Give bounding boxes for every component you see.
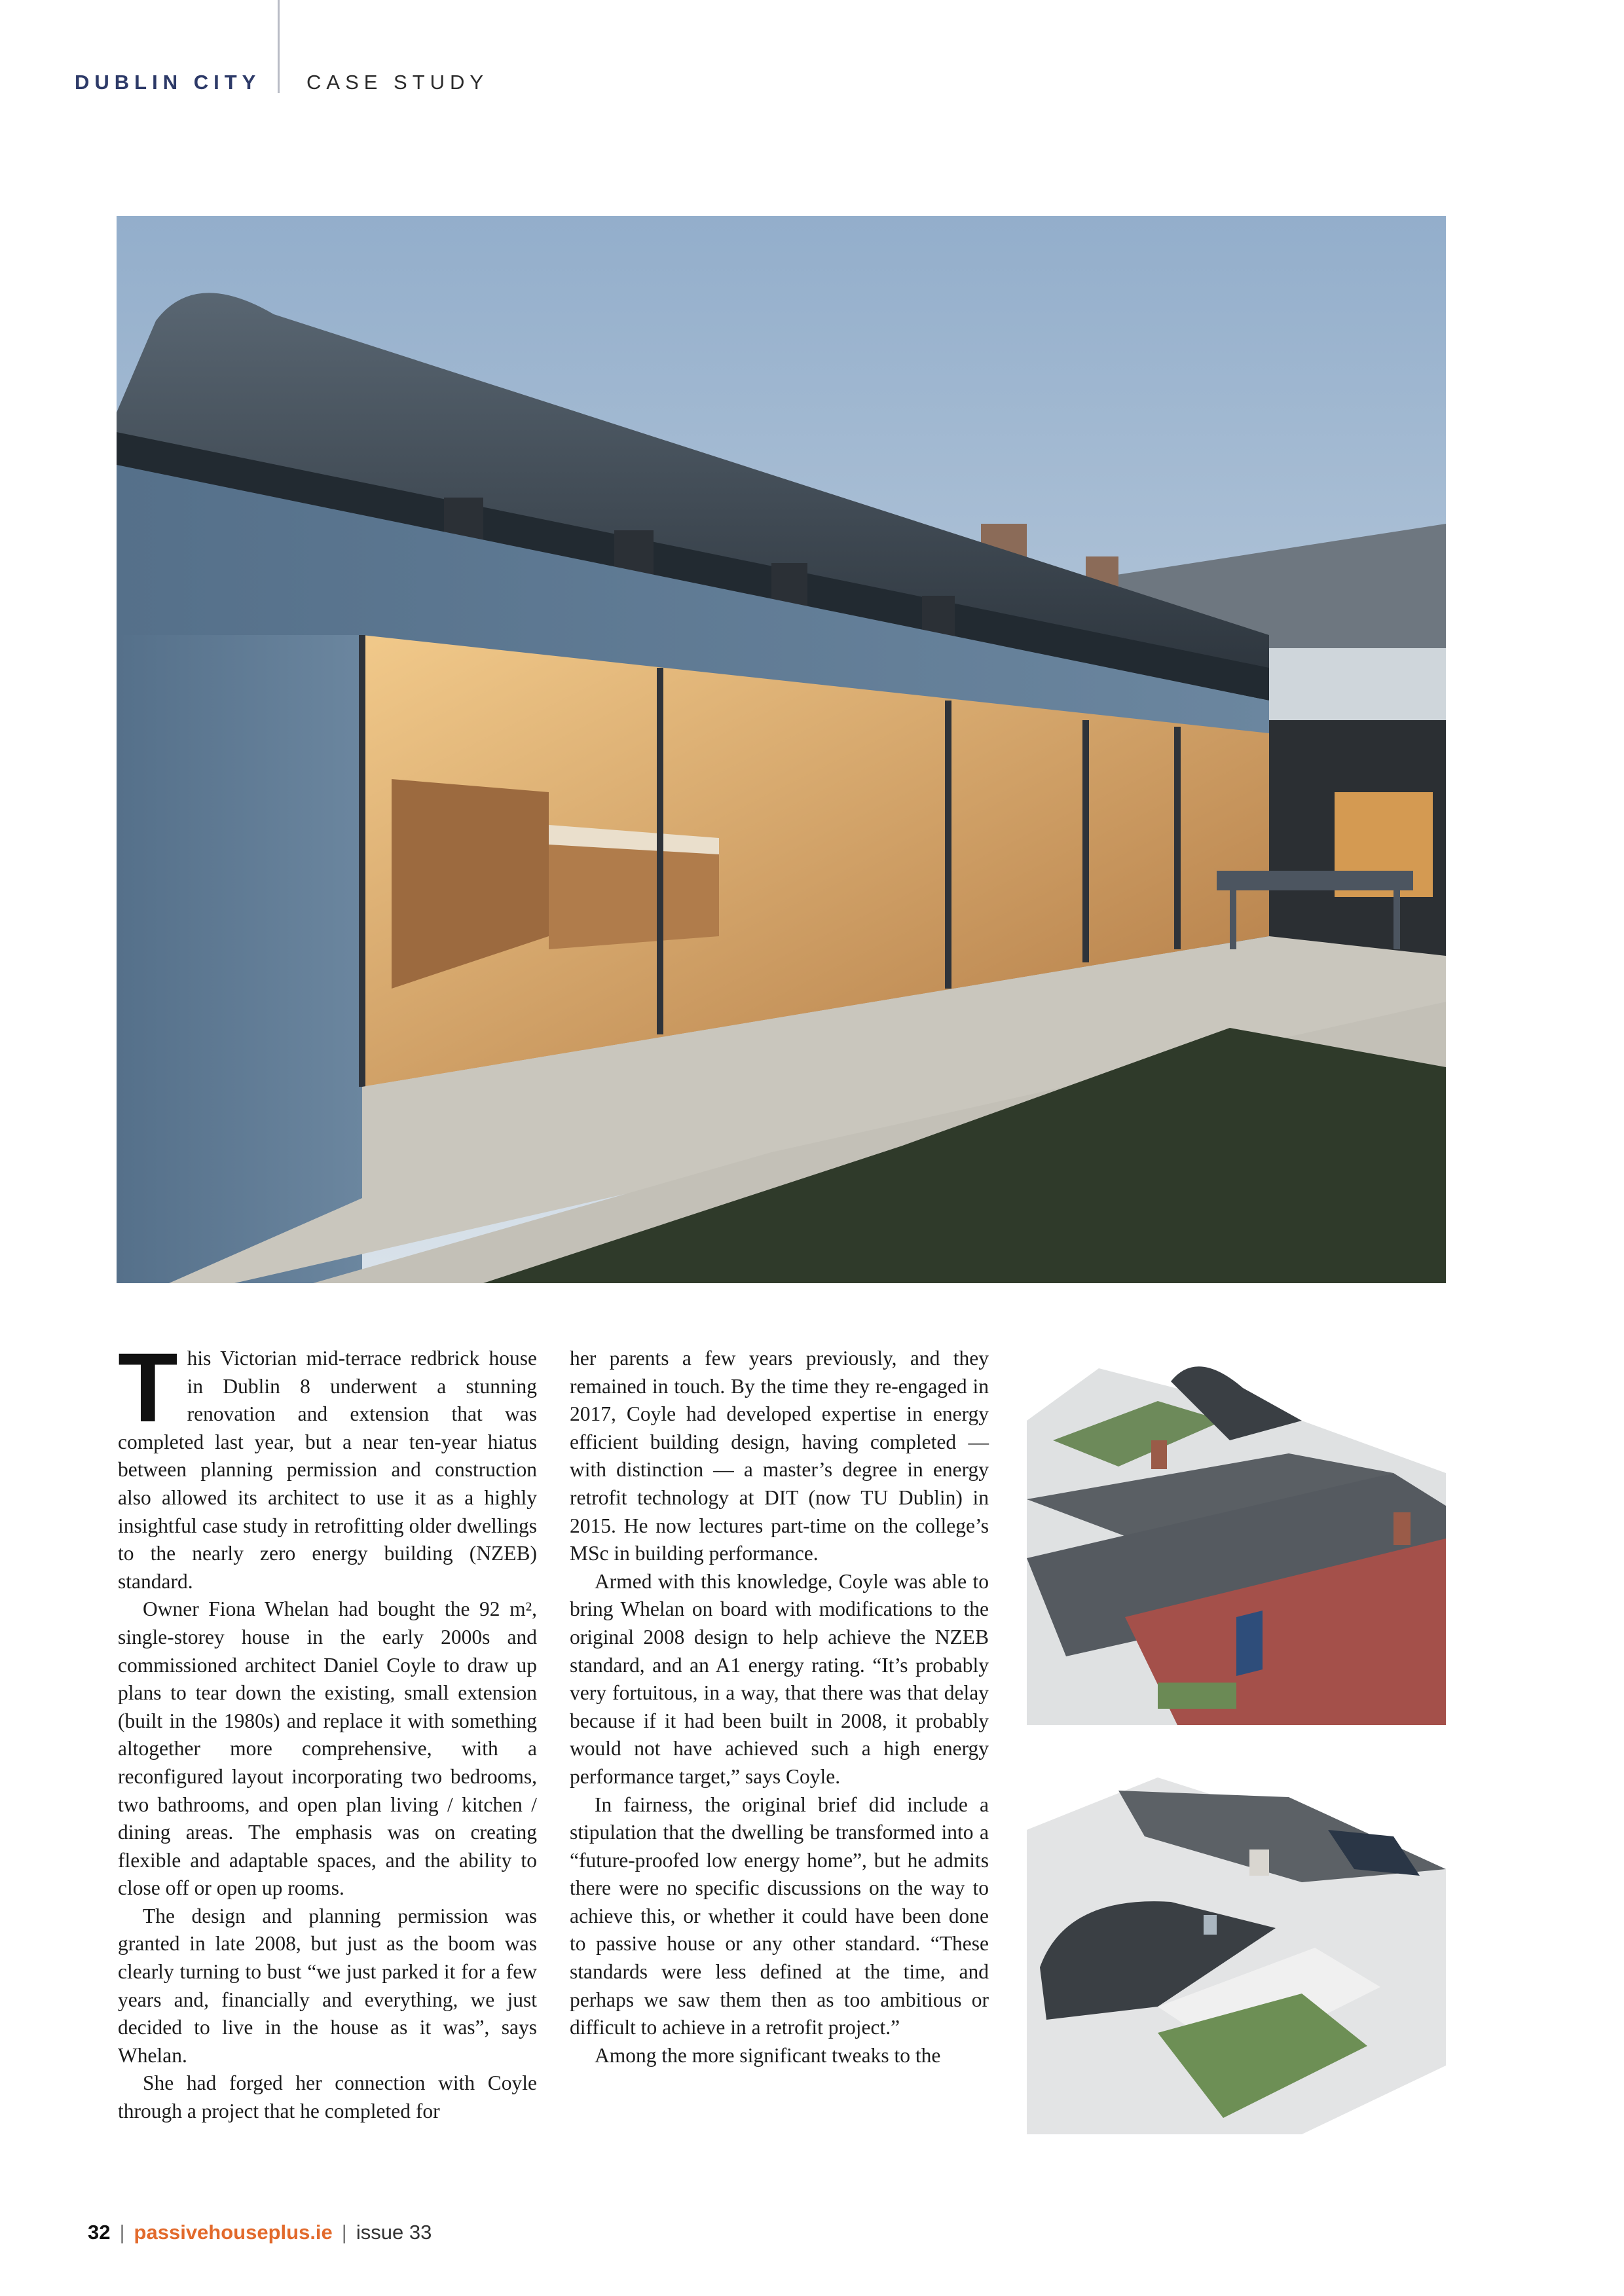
page-number: 32 [88,2221,111,2244]
paragraph: In fairness, the original brief did include a stipulation that the dwelling be transformed into a “future-proofed low energy home”, but he admits there were no specific discussions on the way to achieve this, or whether it could have been done to passive house or any other standard. “These standards were less defined at the time, and perhaps we saw them then as too ambitious or difficult to achieve in a retrofit project.” [570,1793,989,2039]
article-column-2 [570,1345,989,2069]
model-illustration-front [1027,1342,1446,1725]
paragraph: her parents a few years previously, and they remained in touch. By the time they re-engaged in 2017, Coyle had developed expertise in energy efficient building design, having completed — with distinction — a master’s degree in energy retrofit technology at DIT (now TU Dublin) in 2015. He now lectures part-time on the college’s MSc in building performance. [570,1347,989,1565]
section-label: DUBLIN CITY [75,71,261,94]
paragraph: The design and planning permission was granted in late 2008, but just as the boom was clearly turning to bust “we just parked it for a few years and, financially and everything, we just decided to live in the house as it was”, says Whelan. [118,1904,537,2067]
page-footer: 32 | passivehouseplus.ie | issue 33 [88,2221,432,2244]
issue-label: issue 33 [356,2221,432,2244]
drop-cap: T [118,1332,178,1442]
website-link[interactable]: passivehouseplus.ie [134,2221,333,2244]
paragraph: Among the more significant tweaks to the [595,2043,941,2067]
article-column-1 [118,1332,537,2126]
model-illustration-rear [1027,1751,1446,2134]
header-divider [278,0,280,93]
paragraph: This Victorian mid-terrace redbrick house in Dublin 8 underwent a stunning renovation and extension that was completed last year, but a near ten-year hiatus between planning permission and construction also allowed its architect to use it as a highly insightful case study in retrofitting older dwellings to the nearly zero energy building (NZEB) standard. [118,1332,537,1593]
section-subtitle: CASE STUDY [306,71,489,94]
paragraph: Owner Fiona Whelan had bought the 92 m², single-storey house in the early 2000s and commissioned architect Daniel Coyle to draw up plans to tear down the existing, small extension (built in the 1980s) and replace it with something altogether more comprehensive, with a reconfigured layout incorporating two bedrooms, two bathrooms, and open plan living / kitchen / dining areas. The emphasis was on creating flexible and adaptable spaces, and the ability to close off or open up rooms. [118,1597,537,1900]
paragraph: She had forged her connection with Coyle through a project that he completed for [118,2071,537,2123]
paragraph: Armed with this knowledge, Coyle was able to bring Whelan on board with modifications to the original 2008 design to help achieve the NZEB standard, and an A1 energy rating. “It’s probably very fortuitous, in a way, that there was that delay because if it had been built in 2008, it probably would not have achieved such a high energy performance target,” says Coyle. [570,1569,989,1788]
hero-photo [117,216,1446,1283]
